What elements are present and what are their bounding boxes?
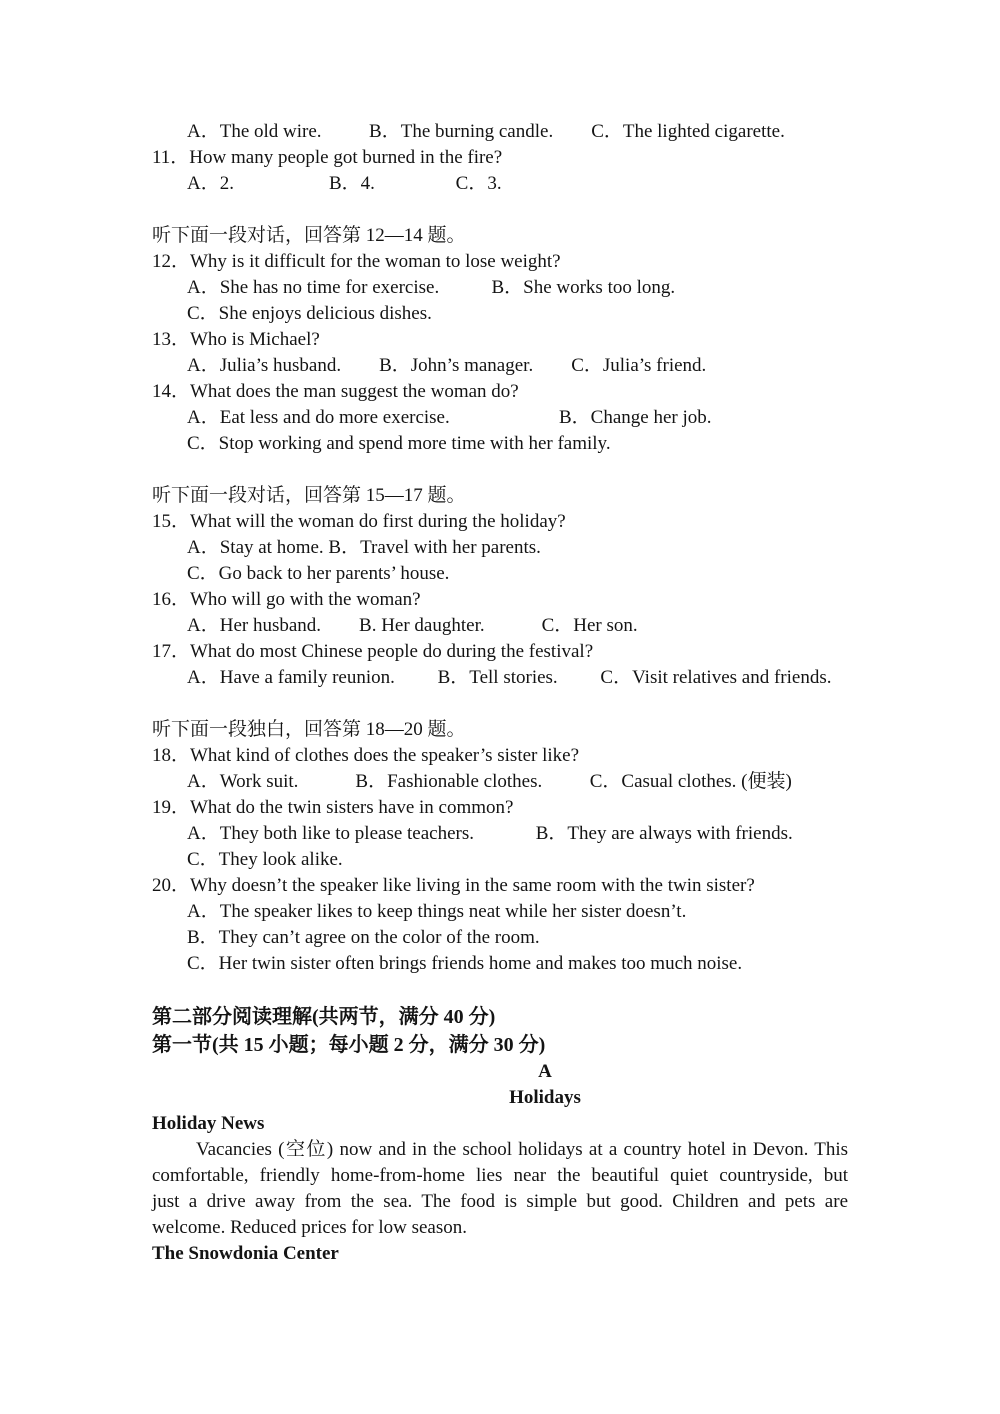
answer-options-line: A．Stay at home. B．Travel with her parents. bbox=[187, 537, 541, 558]
listening-instruction: 听下面一段对话，回答第 15—17 题。 bbox=[152, 485, 466, 506]
answer-options-line: C．Her twin sister often brings friends home and makes too much noise. bbox=[187, 953, 743, 974]
spacer bbox=[152, 977, 848, 1003]
listening-instruction: 听下面一段独白，回答第 18—20 题。 bbox=[152, 719, 466, 740]
answer-options-line: C．She enjoys delicious dishes. bbox=[187, 303, 432, 324]
answer-options-line: A．2. B．4. C．3. bbox=[187, 173, 502, 194]
question-line: 20．Why doesn’t the speaker like living in the same room with the twin sister? bbox=[152, 875, 755, 896]
answer-options-line: C．They look alike. bbox=[187, 849, 343, 870]
question-line: 11．How many people got burned in the fire? bbox=[152, 147, 503, 168]
paragraph-line: Vacancies (空位) now and in the school holidays at a country hotel in Devon. This bbox=[196, 1139, 848, 1160]
answer-options-line: A．Have a family reunion. B．Tell stories. C．Visit relatives and friends. bbox=[187, 667, 832, 688]
answer-options-line: A．They both like to please teachers. B．They are always with friends. bbox=[187, 823, 793, 844]
spacer bbox=[152, 691, 848, 717]
paragraph-line: welcome. Reduced prices for low season. bbox=[152, 1217, 467, 1238]
spacer bbox=[152, 197, 848, 223]
spacer bbox=[152, 457, 848, 483]
question-line: 15．What will the woman do first during the holiday? bbox=[152, 511, 566, 532]
passage-subheading: Holiday News bbox=[152, 1113, 265, 1134]
answer-options-line: C．Go back to her parents’ house. bbox=[187, 563, 450, 584]
passage-subheading: The Snowdonia Center bbox=[152, 1243, 339, 1264]
answer-options-line: A．She has no time for exercise. B．She works too long. bbox=[187, 277, 676, 298]
paragraph-line: comfortable, friendly home-from-home lies near the beautiful quiet countryside, but bbox=[152, 1165, 848, 1186]
answer-options-line: A．Julia’s husband. B．John’s manager. C．Julia’s friend. bbox=[187, 355, 707, 376]
section-heading: 第二部分阅读理解(共两节，满分 40 分) bbox=[152, 1006, 496, 1028]
answer-options-line: A．Her husband. B. Her daughter. C．Her son. bbox=[187, 615, 638, 636]
question-line: 13．Who is Michael? bbox=[152, 329, 320, 350]
passage-heading: Holidays bbox=[509, 1087, 581, 1108]
answer-options-line: B．They can’t agree on the color of the room. bbox=[187, 927, 540, 948]
question-line: 17．What do most Chinese people do during the festival? bbox=[152, 641, 594, 662]
answer-options-line: A．Work suit. B．Fashionable clothes. C．Casual clothes. (便装) bbox=[187, 771, 792, 792]
answer-options-line: A．The old wire. B．The burning candle. C．The lighted cigarette. bbox=[187, 121, 785, 142]
answer-options-line: A．The speaker likes to keep things neat while her sister doesn’t. bbox=[187, 901, 687, 922]
question-line: 18．What kind of clothes does the speaker’s sister like? bbox=[152, 745, 580, 766]
answer-options-line: A．Eat less and do more exercise. B．Change her job. bbox=[187, 407, 712, 428]
question-line: 12．Why is it difficult for the woman to lose weight? bbox=[152, 251, 561, 272]
passage-heading: A bbox=[538, 1061, 552, 1082]
paragraph-line: just a drive away from the sea. The food is simple but good. Children and pets are bbox=[152, 1191, 848, 1212]
answer-options-line: C．Stop working and spend more time with her family. bbox=[187, 433, 611, 454]
listening-instruction: 听下面一段对话，回答第 12—14 题。 bbox=[152, 225, 466, 246]
question-line: 14．What does the man suggest the woman do? bbox=[152, 381, 519, 402]
question-line: 16．Who will go with the woman? bbox=[152, 589, 421, 610]
section-heading: 第一节(共 15 小题；每小题 2 分，满分 30 分) bbox=[152, 1034, 546, 1056]
question-line: 19．What do the twin sisters have in common? bbox=[152, 797, 514, 818]
